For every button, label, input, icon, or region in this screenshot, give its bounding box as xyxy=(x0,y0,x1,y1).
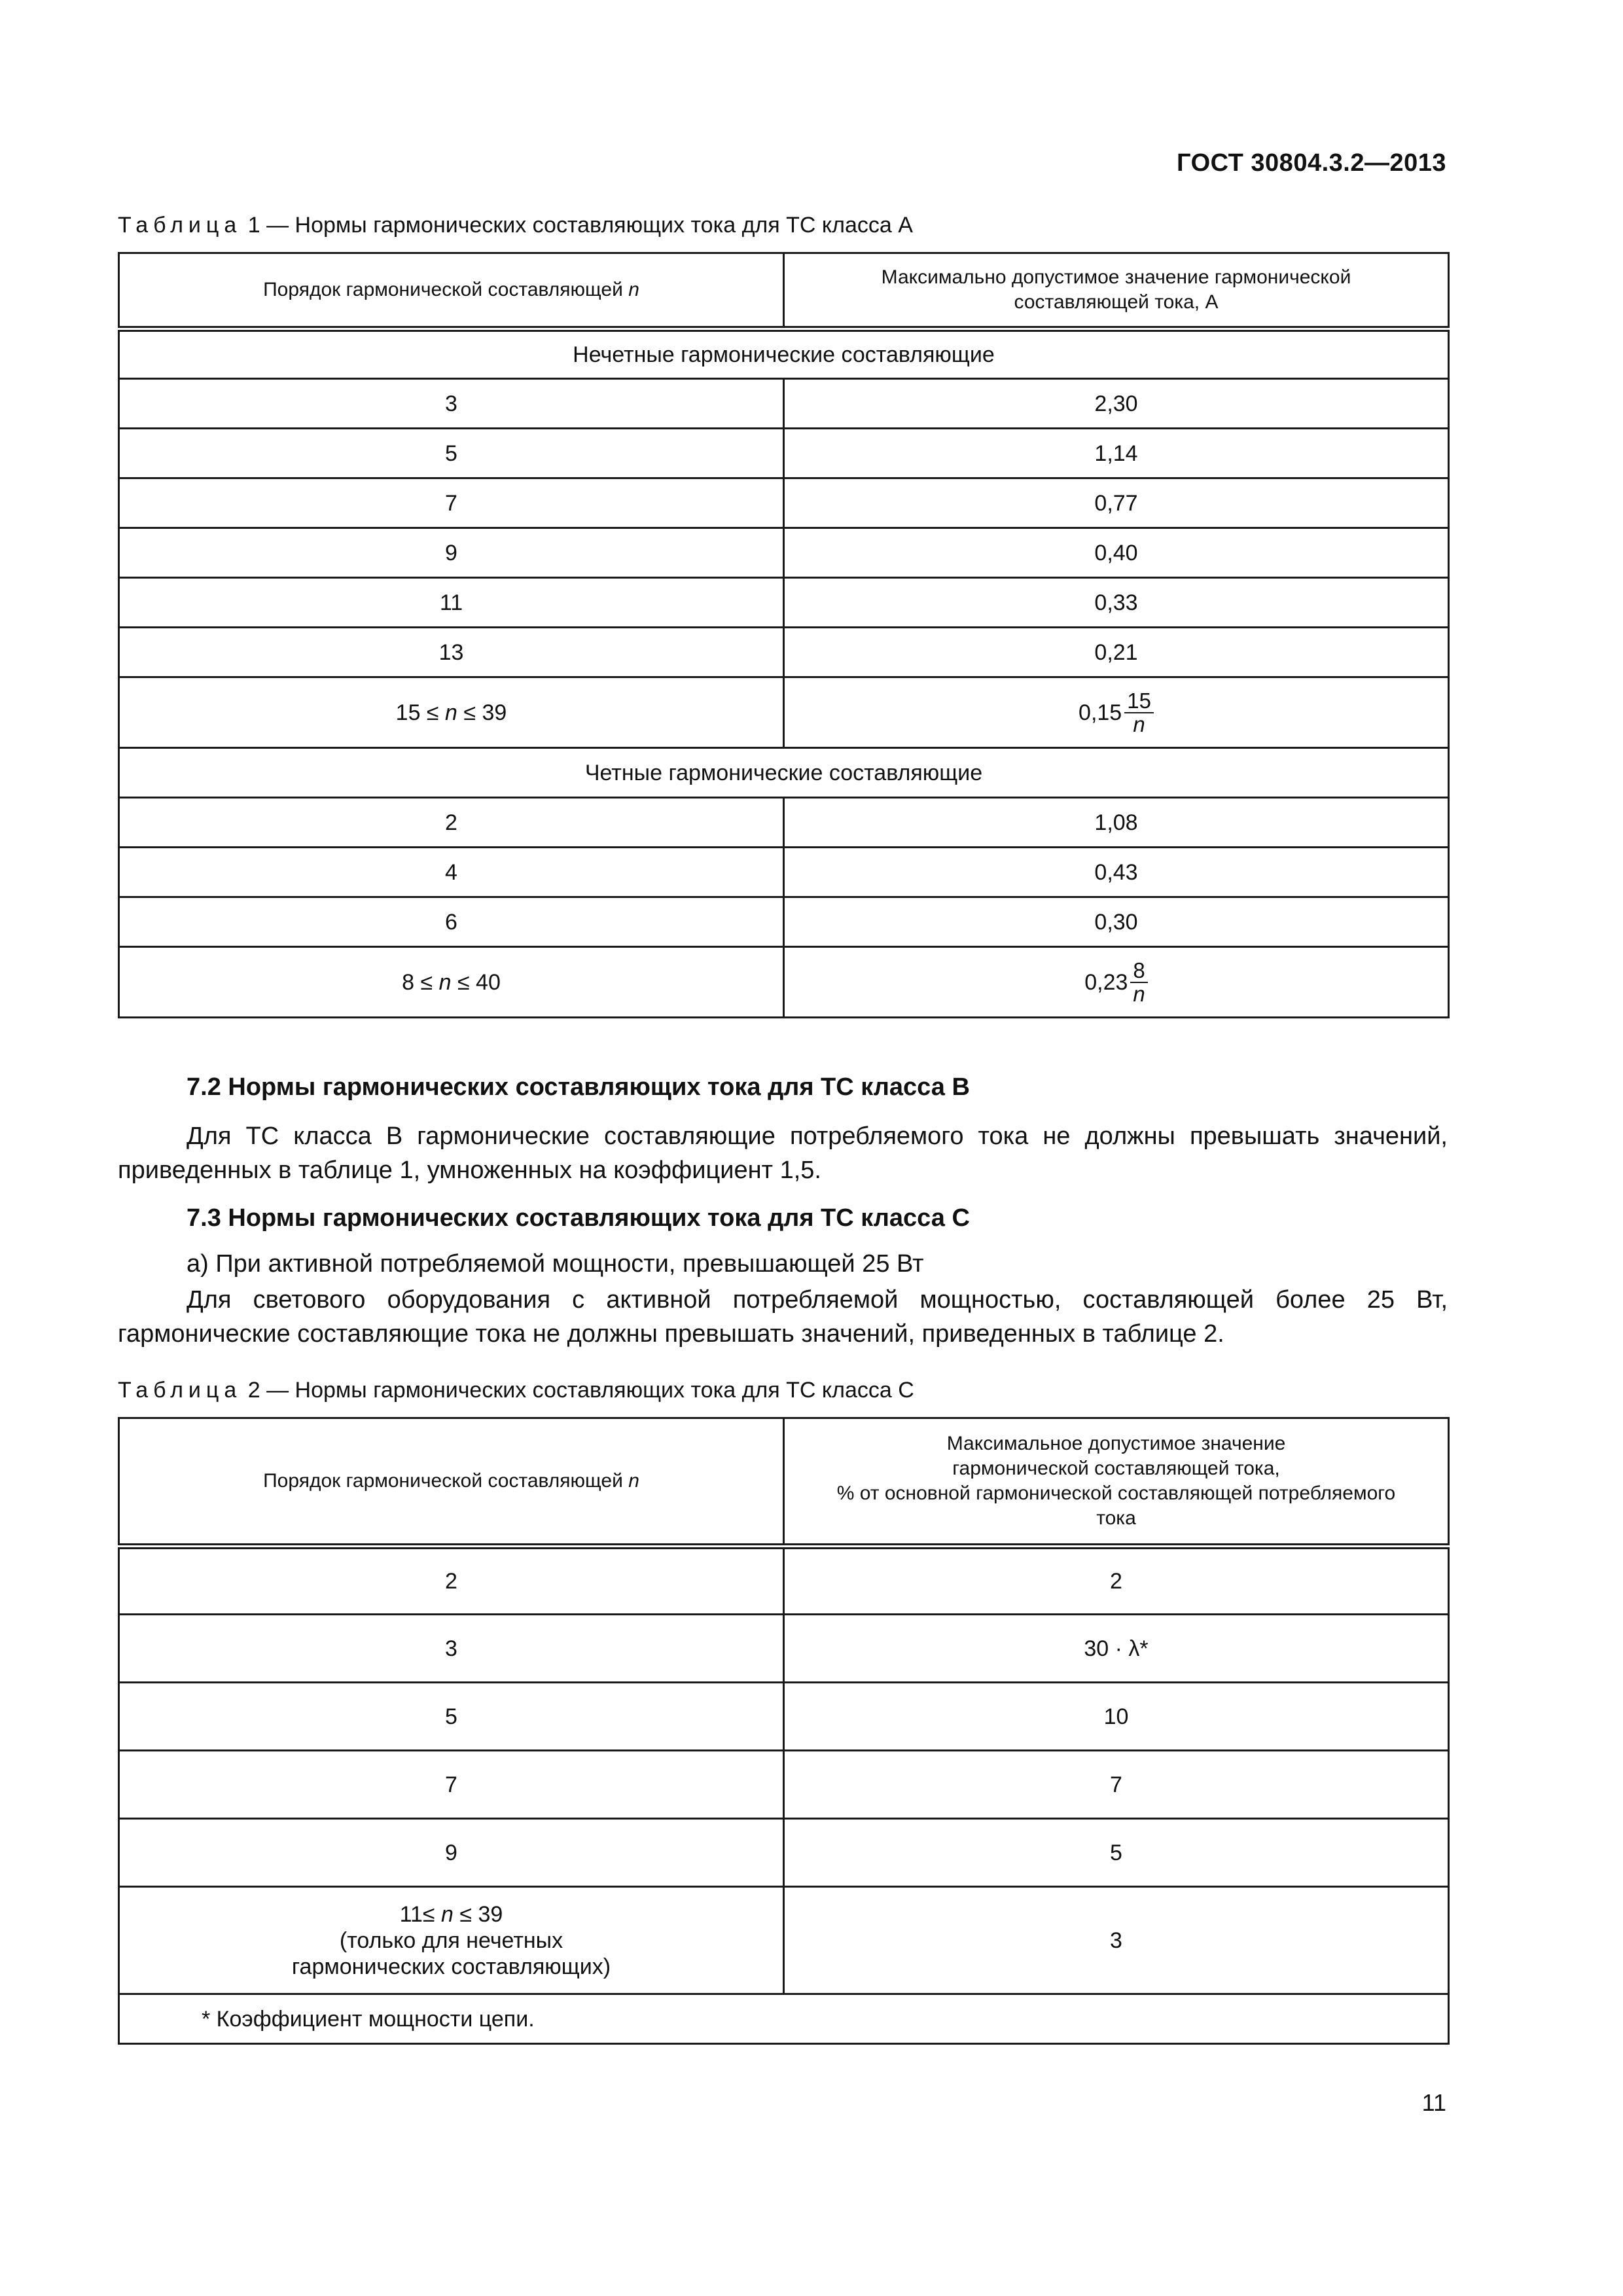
table2-col2-header-line1: Максимальное допустимое значение xyxy=(946,1433,1286,1454)
table2 xyxy=(118,1417,1450,2045)
max-current-percent: 3 xyxy=(784,1887,1449,1994)
fraction-numerator: 8 xyxy=(1130,960,1147,983)
table-row xyxy=(119,798,1449,848)
range-upper: ≤ 40 xyxy=(451,969,501,995)
section-7-3-paragraph: Для светового оборудования с активной потребляемой мощностью, составляющей более 25 Вт, гармонические составляющие тока не должны превышать значений, приведенных в таблице 2. xyxy=(118,1286,1448,1348)
document-code: ГОСТ 30804.3.2—2013 xyxy=(1177,149,1446,177)
range-upper: ≤ 39 xyxy=(453,1901,503,1927)
table1-header-row xyxy=(119,253,1449,329)
fraction-denominator: n xyxy=(1133,981,1145,1006)
max-current-percent: 2 xyxy=(784,1547,1449,1615)
table2-caption-text: 2 — Нормы гармонических составляющих тока для ТС класса С xyxy=(241,1378,914,1403)
range-lower: 15 ≤ xyxy=(395,700,446,725)
max-current-value: 0,40 xyxy=(784,528,1449,578)
max-current-value: 1,14 xyxy=(784,429,1449,478)
table-row xyxy=(119,578,1449,628)
range-note-line2: гармонических составляющих) xyxy=(291,1954,611,1979)
table-row xyxy=(119,897,1449,947)
table2-footnote-row xyxy=(119,1994,1449,2044)
range-upper: ≤ 39 xyxy=(457,700,507,725)
table-row xyxy=(119,628,1449,677)
range-var: n xyxy=(438,969,452,995)
table2-footnote: * Коэффициент мощности цепи. xyxy=(119,1994,1449,2044)
max-current-value: 0,30 xyxy=(784,897,1449,947)
formula-fraction xyxy=(1084,960,1148,1005)
section-7-3-item-a: а) При активной потребляемой мощности, превышающей 25 Вт xyxy=(187,1250,924,1278)
harmonic-order: 3 xyxy=(119,379,784,429)
table2-col1-header-var: n xyxy=(628,1470,639,1492)
harmonic-order: 6 xyxy=(119,897,784,947)
harmonic-order-range xyxy=(119,677,784,748)
table1-even-range-row xyxy=(119,947,1449,1018)
table-row xyxy=(119,848,1449,897)
table1-col2-header xyxy=(784,253,1449,329)
table-row xyxy=(119,429,1449,478)
table1-even-section-title: Четные гармонические составляющие xyxy=(119,748,1449,798)
table1-odd-range-row xyxy=(119,677,1449,748)
table1-caption-text: 1 — Нормы гармонических составляющих тока для ТС класса А xyxy=(241,213,913,238)
harmonic-order: 11 xyxy=(119,578,784,628)
harmonic-order: 7 xyxy=(119,478,784,528)
max-current-value: 0,21 xyxy=(784,628,1449,677)
fraction-denominator: n xyxy=(1133,711,1145,736)
table-row xyxy=(119,528,1449,578)
max-current-value: 2,30 xyxy=(784,379,1449,429)
section-7-3-heading: 7.3 Нормы гармонических составляющих тока для ТС класса С xyxy=(187,1204,970,1232)
table1-caption-word: Таблица xyxy=(118,213,242,238)
table1-col1-header-text: Порядок гармонической составляющей xyxy=(263,279,623,300)
section-7-2-heading: 7.2 Нормы гармонических составляющих тока для ТС класса В xyxy=(187,1073,970,1101)
table1 xyxy=(118,252,1450,1018)
harmonic-order: 2 xyxy=(119,798,784,848)
table1-caption xyxy=(118,213,913,238)
page-number: 11 xyxy=(1421,2089,1446,2116)
max-current-percent: 5 xyxy=(784,1819,1449,1887)
harmonic-order-range xyxy=(119,1887,784,1994)
fraction-parts xyxy=(1124,690,1154,736)
harmonic-order: 2 xyxy=(119,1547,784,1615)
fraction-parts xyxy=(1130,960,1147,1005)
max-current-formula xyxy=(784,947,1449,1018)
table2-col2-header-line2: гармонической составляющей тока, xyxy=(952,1458,1280,1479)
table1-col2-header-line2: составляющей тока, А xyxy=(1014,291,1219,313)
table1-odd-section-row xyxy=(119,329,1449,379)
max-current-percent: 30 · λ* xyxy=(784,1615,1449,1683)
table2-col1-header-text: Порядок гармонической составляющей xyxy=(263,1470,623,1492)
harmonic-order: 9 xyxy=(119,528,784,578)
table1-col1-header-var: n xyxy=(628,279,639,300)
max-current-value: 1,08 xyxy=(784,798,1449,848)
table1-odd-section-title: Нечетные гармонические составляющие xyxy=(119,329,1449,379)
formula-fraction xyxy=(1079,690,1154,736)
harmonic-order: 3 xyxy=(119,1615,784,1683)
table-row xyxy=(119,1751,1449,1819)
harmonic-order-range xyxy=(119,947,784,1018)
table-row xyxy=(119,478,1449,528)
formula-coefficient: 0,23 xyxy=(1084,969,1128,995)
range-var: n xyxy=(445,700,457,725)
table-row xyxy=(119,1615,1449,1683)
formula-coefficient: 0,15 xyxy=(1079,700,1122,725)
table2-range-row xyxy=(119,1887,1449,1994)
table-row xyxy=(119,1819,1449,1887)
range-lower: 8 ≤ xyxy=(402,969,439,995)
harmonic-order: 7 xyxy=(119,1751,784,1819)
range-var: n xyxy=(441,1901,454,1927)
table1-even-section-row xyxy=(119,748,1449,798)
harmonic-order: 4 xyxy=(119,848,784,897)
range-lower: 11≤ xyxy=(399,1901,442,1927)
max-current-formula xyxy=(784,677,1449,748)
harmonic-order: 13 xyxy=(119,628,784,677)
max-current-value: 0,77 xyxy=(784,478,1449,528)
max-current-percent: 7 xyxy=(784,1751,1449,1819)
harmonic-order: 9 xyxy=(119,1819,784,1887)
table2-col1-header xyxy=(119,1418,784,1547)
table2-col2-header-line4: тока xyxy=(1096,1507,1136,1529)
range-note-line1: (только для нечетных xyxy=(339,1928,563,1953)
harmonic-order: 5 xyxy=(119,429,784,478)
max-current-value: 0,33 xyxy=(784,578,1449,628)
table2-caption xyxy=(118,1378,914,1403)
table-row xyxy=(119,1547,1449,1615)
table2-col2-header-line3: % от основной гармонической составляющей потребляемого xyxy=(836,1482,1396,1504)
table1-col2-header-line1: Максимально допустимое значение гармонической xyxy=(881,266,1351,288)
table2-caption-word: Таблица xyxy=(118,1378,242,1403)
fraction-numerator: 15 xyxy=(1124,690,1154,713)
max-current-percent: 10 xyxy=(784,1683,1449,1751)
table-row xyxy=(119,1683,1449,1751)
table1-col1-header xyxy=(119,253,784,329)
harmonic-order: 5 xyxy=(119,1683,784,1751)
table-row xyxy=(119,379,1449,429)
section-7-2-paragraph: Для ТС класса В гармонические составляющие потребляемого тока не должны превышать значений, приведенных в таблице 1, умноженных на коэффициент 1,5. xyxy=(118,1122,1448,1184)
max-current-value: 0,43 xyxy=(784,848,1449,897)
table2-header-row xyxy=(119,1418,1449,1547)
table2-col2-header xyxy=(784,1418,1449,1547)
